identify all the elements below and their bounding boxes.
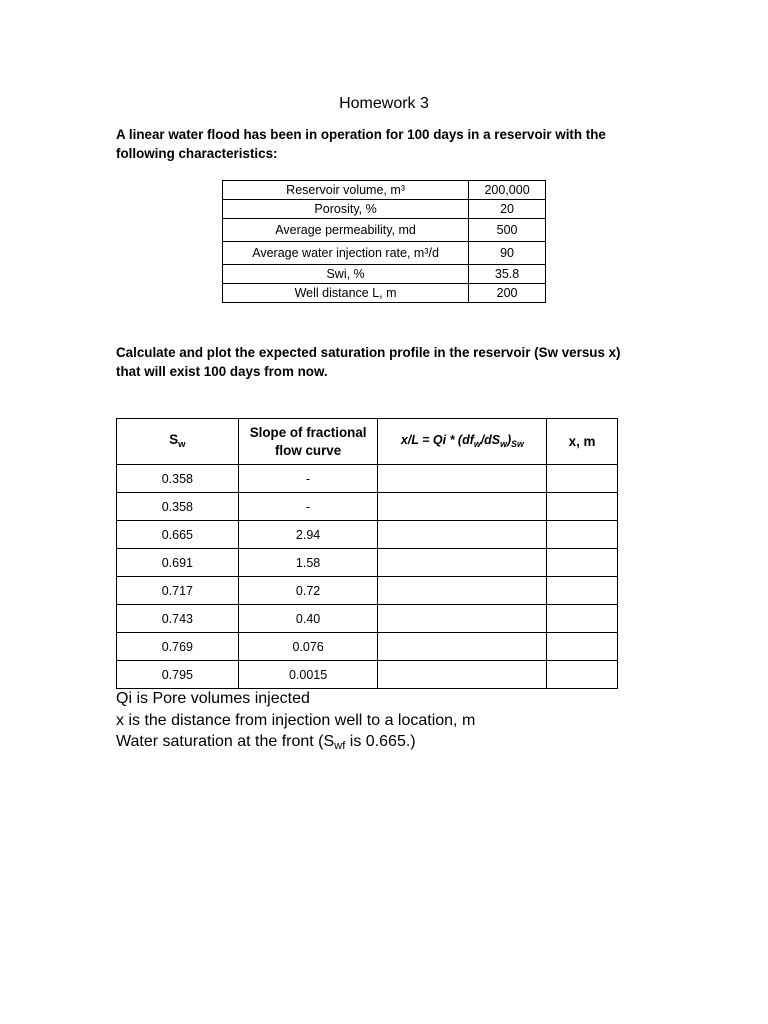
header-x: x, m — [547, 419, 618, 465]
property-row — [223, 284, 546, 303]
table-row — [117, 577, 618, 605]
cell-xl — [378, 577, 547, 605]
cell-x — [547, 633, 618, 661]
cell-sw: 0.795 — [117, 661, 239, 689]
property-label: Average permeability, md — [223, 219, 469, 242]
cell-sw: 0.769 — [117, 633, 239, 661]
note-x: x is the distance from injection well to a location, m — [116, 711, 476, 729]
cell-slope: 0.72 — [238, 577, 378, 605]
cell-x — [547, 577, 618, 605]
cell-xl — [378, 605, 547, 633]
property-value: 200 — [469, 284, 546, 303]
property-row — [223, 219, 546, 242]
property-label: Well distance L, m — [223, 284, 469, 303]
property-row — [223, 200, 546, 219]
table-row — [117, 661, 618, 689]
cell-xl — [378, 465, 547, 493]
property-row — [223, 181, 546, 200]
cell-slope: - — [238, 493, 378, 521]
table-header-row — [117, 419, 618, 465]
cell-xl — [378, 549, 547, 577]
header-slope: Slope of fractional flow curve — [238, 419, 378, 465]
table-row — [117, 549, 618, 577]
property-value: 200,000 — [469, 181, 546, 200]
property-row — [223, 242, 546, 265]
property-label: Swi, % — [223, 265, 469, 284]
cell-xl — [378, 521, 547, 549]
table-row — [117, 521, 618, 549]
cell-x — [547, 549, 618, 577]
intro-paragraph: A linear water flood has been in operation for 100 days in a reservoir with the following characteristics: — [116, 127, 606, 161]
property-label: Porosity, % — [223, 200, 469, 219]
reservoir-properties-table — [222, 180, 546, 303]
property-row — [223, 265, 546, 284]
task-paragraph: Calculate and plot the expected saturation profile in the reservoir (Sw versus x) that will exist 100 days from now. — [116, 345, 621, 379]
cell-xl — [378, 633, 547, 661]
table-row — [117, 633, 618, 661]
cell-x — [547, 465, 618, 493]
cell-sw: 0.743 — [117, 605, 239, 633]
cell-x — [547, 661, 618, 689]
cell-slope: 1.58 — [238, 549, 378, 577]
cell-xl — [378, 661, 547, 689]
cell-slope: 2.94 — [238, 521, 378, 549]
cell-x — [547, 605, 618, 633]
cell-sw: 0.358 — [117, 465, 239, 493]
cell-slope: - — [238, 465, 378, 493]
page-title: Homework 3 — [339, 95, 429, 112]
cell-x — [547, 521, 618, 549]
note-front-saturation: Water saturation at the front ($S_{wf}$ is 0.665.) — [116, 733, 416, 752]
header-xl: $x/L = Qi * (df_w/dS_w)_{Sw}$ — [378, 419, 547, 465]
property-value: 90 — [469, 242, 546, 265]
header-sw: $S_w$ — [117, 419, 239, 465]
cell-sw: 0.691 — [117, 549, 239, 577]
table-row — [117, 605, 618, 633]
property-label: Average water injection rate, m³/d — [223, 242, 469, 265]
property-value: 20 — [469, 200, 546, 219]
cell-sw: 0.358 — [117, 493, 239, 521]
cell-xl — [378, 493, 547, 521]
property-label: Reservoir volume, m³ — [223, 181, 469, 200]
property-value: 500 — [469, 219, 546, 242]
note-qi: Qi is Pore volumes injected — [116, 690, 310, 707]
saturation-table — [116, 418, 618, 689]
cell-slope: 0.076 — [238, 633, 378, 661]
cell-sw: 0.717 — [117, 577, 239, 605]
table-row — [117, 493, 618, 521]
notes — [116, 688, 475, 758]
property-value: 35.8 — [469, 265, 546, 284]
table-row — [117, 465, 618, 493]
cell-sw: 0.665 — [117, 521, 239, 549]
cell-slope: 0.0015 — [238, 661, 378, 689]
cell-slope: 0.40 — [238, 605, 378, 633]
cell-x — [547, 493, 618, 521]
